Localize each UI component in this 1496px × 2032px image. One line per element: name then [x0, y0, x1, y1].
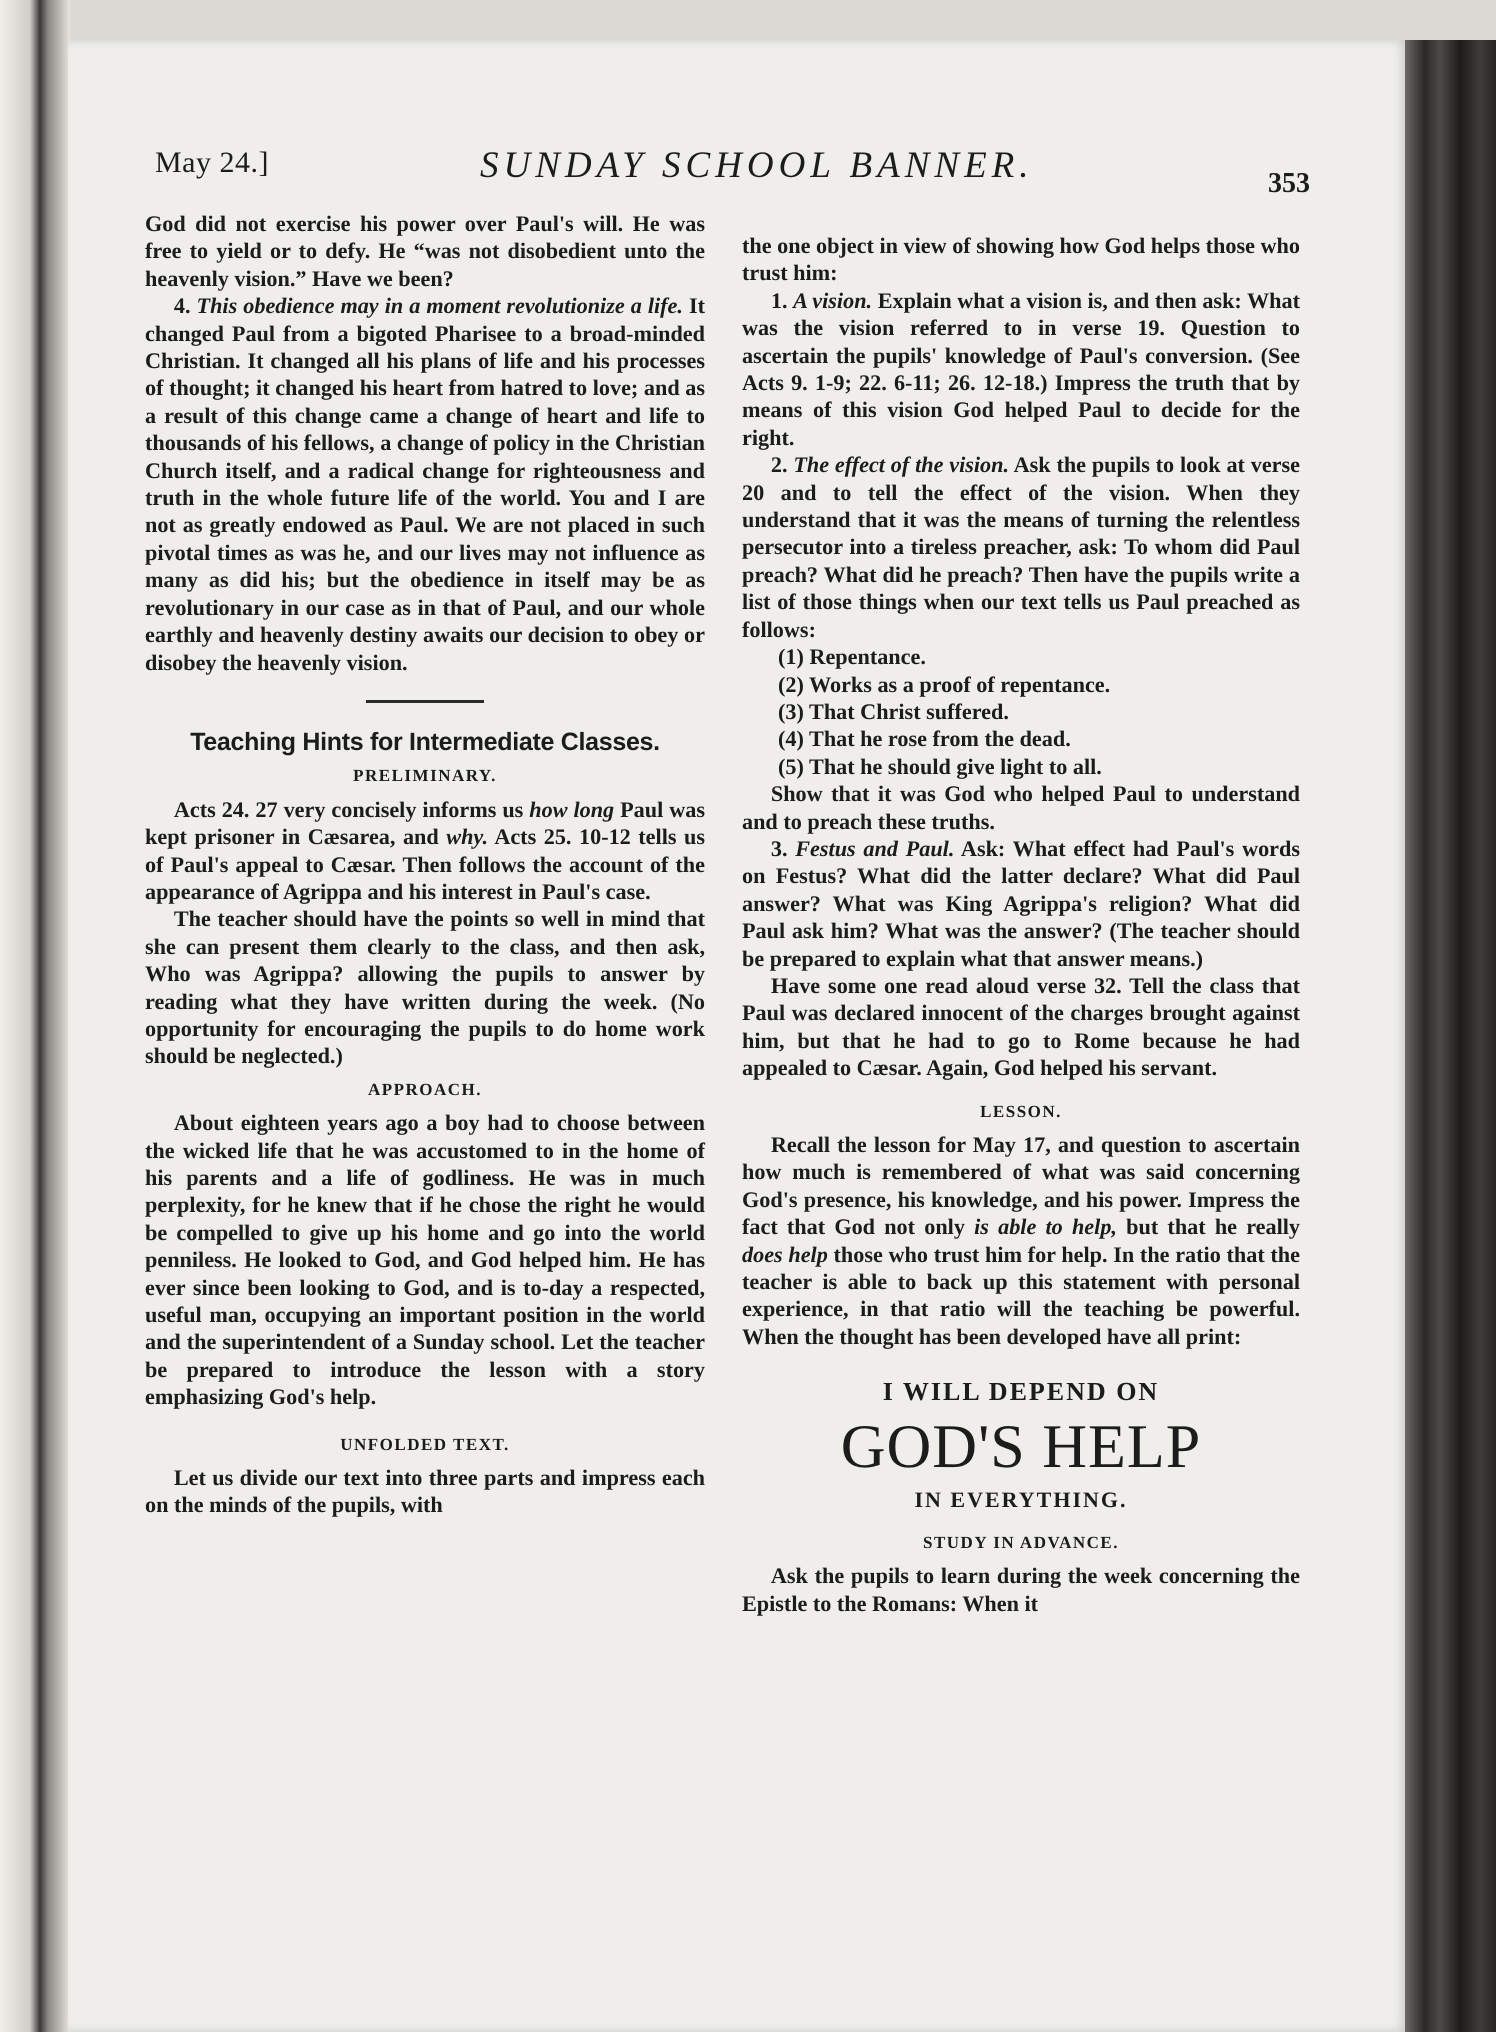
subheading-unfolded-text: UNFOLDED TEXT. [340, 1434, 510, 1454]
right-column [742, 232, 1300, 1617]
paragraph: Acts 24. 27 very concisely informs us how long Paul was kept prisoner in Cæsarea, and why. Acts 25. 10-12 tells us of Paul's appeal to Cæsar. Then follows the account of the appearance of Agrippa and his interest in Paul's case. [145, 796, 705, 904]
paragraph: Show that it was God who helped Paul to understand and to preach these truths. [742, 781, 1300, 834]
paragraph: Ask the pupils to learn during the week concerning the Epistle to the Romans: When it [742, 1563, 1300, 1616]
book-page-edges-right [1405, 40, 1496, 2032]
paragraph: 4. This obedience may in a moment revolutionize a life. It changed Paul from a bigoted Pharisee to a broad-minded Christian. It changed all his plans of life and his processes of thought; it changed his heart from hatred to love; and as a result of this change came a change of heart and life to thousands of his fellows, a change of policy in the Christian Church itself, and a radical change for righteousness and truth in the whole future life of the world. You and I are not as greatly endowed as Paul. We are not placed in such pivotal times as was he, and our lives may not influence as many as did his; but the obedience in itself may be as revolutionary in our case as in that of Paul, and our whole earthly and heavenly destiny awaits our decision to obey or disobey the heavenly vision. [145, 293, 706, 675]
point-number: 4. [173, 293, 191, 319]
paragraph: God did not exercise his power over Paul's will. He was free to yield or to defy. He “was not disobedient unto the heavenly vision.” Have we been? [145, 211, 705, 291]
point-heading: Festus and Paul. [795, 835, 955, 861]
subheading-approach: APPROACH. [367, 1079, 483, 1099]
callout-headline: GOD'S HELP [840, 1412, 1202, 1481]
point-heading: This obedience may in a moment revolutionize a life. [196, 293, 683, 319]
paragraph: 3. Festus and Paul. Ask: What effect had Paul's words on Festus? What did the latter declare? What did Paul answer? What was King Agrippa's religion? What did Paul ask him? What was the answer? (The teacher should be prepared to explain what that answer means.) [742, 835, 1301, 971]
page-number: 353 [1268, 168, 1310, 199]
paragraph: The teacher should have the points so well in mind that she can present them clearly to the class, and then ask, Who was Agrippa? allowing the pupils to answer by reading what they have written during the week. (No opportunity for encouraging the pupils to do home work should be neglected.) [145, 906, 705, 1069]
section-divider [366, 700, 484, 703]
paragraph: 1. A vision. Explain what a vision is, and then ask: What was the vision referred to in verse 19. Question to ascertain the pupils' knowledge of Paul's conversion. (See Acts 9. 1-9; 22. 6-11; 26. 12-18.) Impress the truth that by means of this vision God helped Paul to decide for the right. [742, 287, 1301, 450]
paragraph: About eighteen years ago a boy had to choose between the wicked life that he was accustomed to in the home of his parents and a life of godliness. He was in much perplexity, for he knew that if he chose the right he would be compelled to give up his home and go into the world penniless. He looked to God, and God helped him. He has ever since been looking to God, and is to-day a respected, useful man, occupying an important position in the world and the superintendent of a Sunday school. Let the teacher be prepared to introduce the lesson with a story emphasizing God's help. [145, 1110, 705, 1410]
list-item: (1) Repentance. [778, 644, 926, 670]
subheading-lesson: LESSON. [980, 1101, 1062, 1121]
callout-line-1: I WILL DEPEND ON [882, 1377, 1160, 1407]
point-heading: The effect of the vision. [793, 452, 1010, 478]
journal-title: SUNDAY SCHOOL BANNER. [480, 145, 1034, 186]
paragraph: Have some one read aloud verse 32. Tell the class that Paul was declared innocent of the charges brought against him, but that he had to go to Rome because he had appealed to Cæsar. Again, God helped his servant. [742, 972, 1300, 1081]
paragraph: 2. The effect of the vision. Ask the pupils to look at verse 20 and to tell the effect of the vision. When they understand that it was the means of turning the relentless persecutor into a tireless preacher, ask: To whom did Paul preach? What did he preach? Then have the pupils write a list of those things when our text tells us Paul preached as follows: [742, 452, 1301, 642]
subheading-preliminary: PRELIMINARY. [353, 766, 497, 786]
section-title: Teaching Hints for Intermediate Classes. [190, 727, 660, 756]
list-item: (5) That he should give light to all. [778, 753, 1102, 779]
paragraph: the one object in view of showing how God helps those who trust him: [742, 233, 1300, 286]
callout-line-3: IN EVERYTHING. [914, 1486, 1128, 1512]
running-header [150, 140, 1310, 200]
left-column [145, 210, 705, 1519]
paragraph: Let us divide our text into three parts and impress each on the minds of the pupils, with [145, 1465, 705, 1518]
header-date: May 24.] [155, 146, 269, 179]
list-item: (4) That he rose from the dead. [778, 726, 1071, 752]
point-heading: A vision. [793, 287, 873, 313]
subheading-study-in-advance: STUDY IN ADVANCE. [922, 1533, 1119, 1553]
list-item: (3) That Christ suffered. [778, 698, 1009, 724]
book-binding-left [0, 0, 70, 2032]
paragraph: Recall the lesson for May 17, and question to ascertain how much is remembered of what was said concerning God's presence, his knowledge, and his power. Impress the fact that God not only is able to help, but that he really does help those who trust him for help. In the ratio that the teacher is able to back up this statement with personal experience, in that ratio will the teaching be powerful. When the thought has been developed have all print: [742, 1132, 1301, 1349]
list-item: (2) Works as a proof of repentance. [778, 671, 1111, 697]
